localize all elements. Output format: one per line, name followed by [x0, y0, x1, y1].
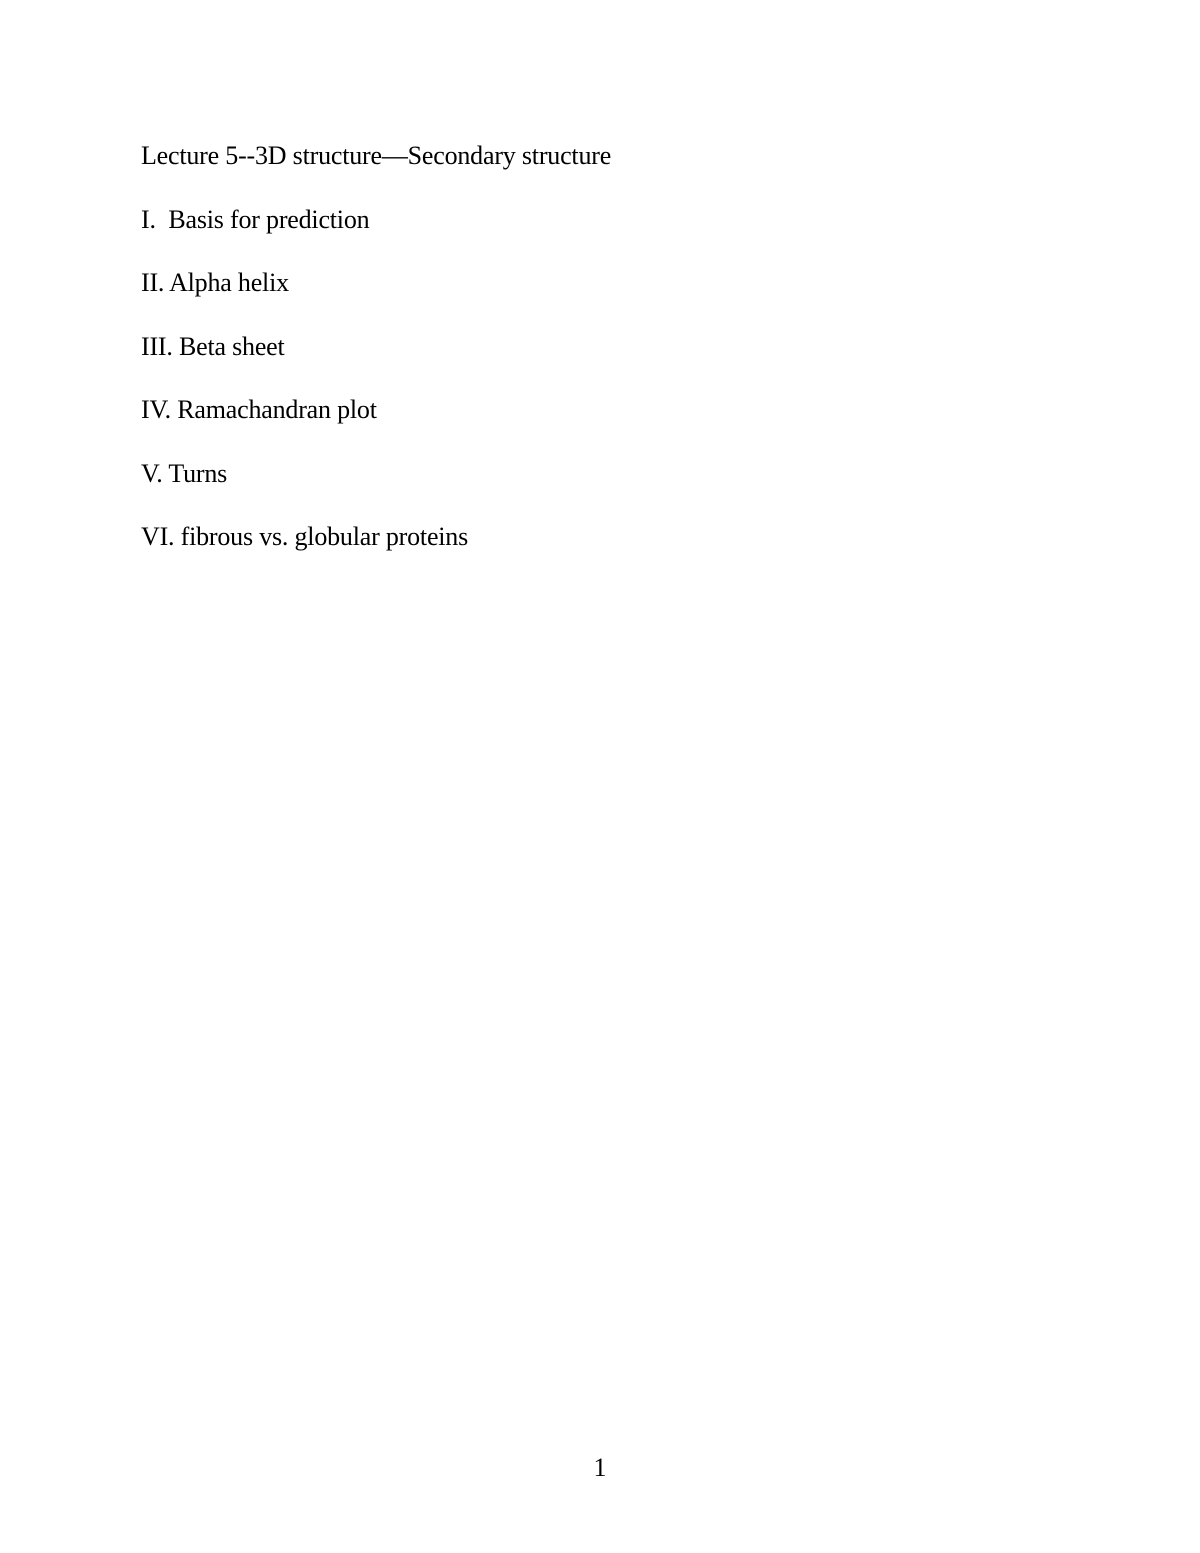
outline-item-turns: V. Turns [141, 458, 228, 488]
outline-item-fibrous-vs-globular: VI. fibrous vs. globular proteins [141, 522, 469, 551]
lecture-title: Lecture 5--3D structure—Secondary structure [141, 141, 612, 170]
outline-item-ramachandran-plot: IV. Ramachandran plot [141, 395, 377, 424]
outline-item-beta-sheet: III. Beta sheet [141, 331, 285, 361]
outline-item-alpha-helix: II. Alpha helix [141, 268, 289, 297]
outline-item-basis-for-prediction: I. Basis for prediction [141, 204, 370, 234]
page-number: 1 [593, 1453, 607, 1482]
page-content [141, 140, 1041, 585]
